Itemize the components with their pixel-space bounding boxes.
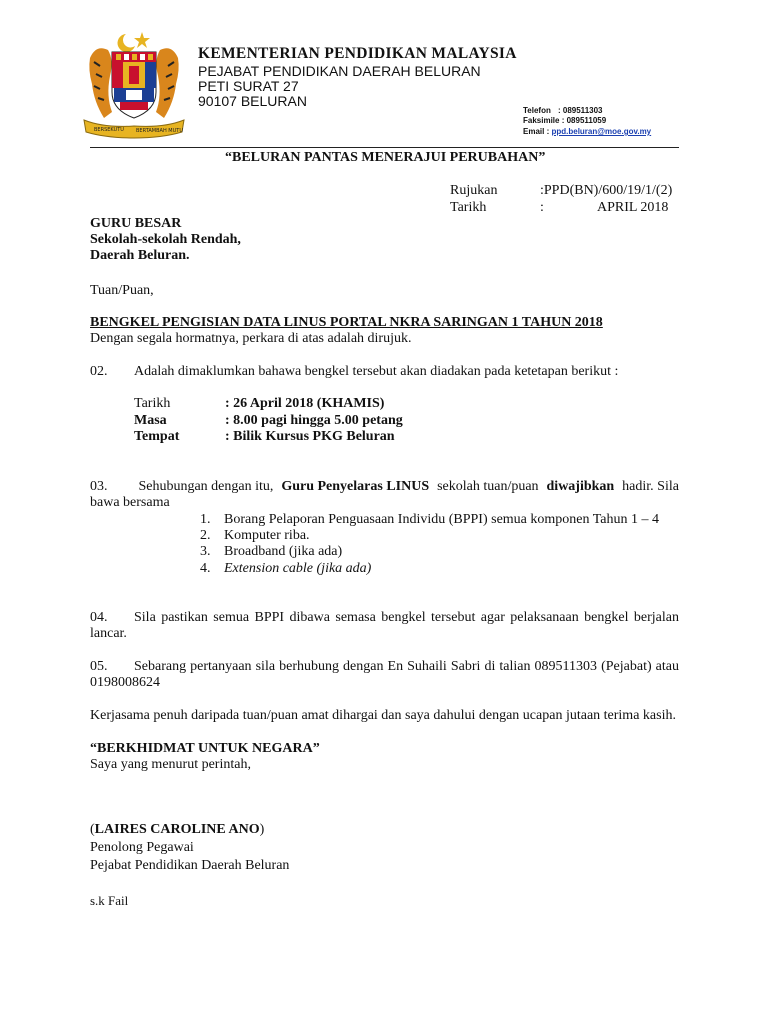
para03-text-c: hadir. Sila [622,479,679,494]
list-item [200,512,659,528]
para03-text-b: sekolah tuan/puan [437,479,539,494]
cc-line: s.k Fail [90,893,129,908]
para04-number: 04. [90,610,108,625]
para04-line2: lancar. [90,626,127,641]
list-item [200,561,371,577]
signatory-office: Pejabat Pendidikan Daerah Beluran [90,858,290,873]
motto: “BELURAN PANTAS MENERAJUI PERUBAHAN” [225,150,546,165]
detail-tarikh-value: : 26 April 2018 (KHAMIS) [225,396,385,411]
list-item-text: Broadband (jika ada) [224,544,343,559]
para05-number: 05. [90,659,108,674]
detail-masa-label: Masa [134,413,167,428]
para03-line2: bawa bersama [90,495,170,510]
letterhead-divider [90,147,679,148]
tarikh-label: Tarikh [450,200,487,215]
tarikh-value: APRIL 2018 [597,200,669,215]
postcode-city: 90107 BELURAN [198,93,307,109]
contact-faksimile [523,116,606,125]
rujukan-label: Rujukan [450,183,498,198]
list-item-text: Borang Pelaporan Penguasaan Individu (BPPI) semua komponen Tahun 1 – 4 [224,512,660,527]
para03-line1 [90,479,679,495]
tarikh-colon: : [540,200,544,215]
recipient-schools: Sekolah-sekolah Rendah, [90,232,241,247]
para04-line1 [90,610,679,626]
list-item-number: 3. [200,544,211,559]
telefon-label: Telefon [523,106,551,115]
telefon-value: : 089511303 [558,106,603,115]
ministry-name: KEMENTERIAN PENDIDIKAN MALAYSIA [198,45,517,62]
recipient-district: Daerah Beluran. [90,248,190,263]
crest-ribbon-left: BERSEKUTU [94,127,124,133]
para02-number: 02. [90,364,108,379]
subject-heading: BENGKEL PENGISIAN DATA LINUS PORTAL NKRA SARINGAN 1 TAHUN 2018 [90,315,603,330]
signatory-title: Penolong Pegawai [90,840,194,855]
closing-line: Kerjasama penuh daripada tuan/puan amat dihargai dan saya dahului dengan ucapan jutaan terima kasih. [90,708,676,723]
slogan: “BERKHIDMAT UNTUK NEGARA” [90,741,320,756]
obedient-line: Saya yang menurut perintah, [90,757,251,772]
email-label: Email : [523,127,550,136]
list-item-number: 1. [200,512,211,527]
email-link[interactable]: ppd.beluran@moe.gov.my [551,127,652,136]
detail-masa-value: : 8.00 pagi hingga 5.00 petang [225,413,403,428]
list-item [200,544,342,560]
detail-tarikh-label: Tarikh [134,396,171,411]
opening-line: Dengan segala hormatnya, perkara di atas adalah dirujuk. [90,331,412,346]
para05-line2: 0198008624 [90,675,160,690]
detail-tempat-label: Tempat [134,429,180,444]
po-box: PETI SURAT 27 [198,78,299,94]
rujukan-value: :PPD(BN)/600/19/1/(2) [540,183,673,198]
recipient-title: GURU BESAR [90,216,182,231]
office-name: PEJABAT PENDIDIKAN DAERAH BELURAN [198,63,481,79]
para03-text-a: Sehubungan dengan itu, [138,479,274,494]
para04-text: Sila pastikan semua BPPI dibawa semasa bengkel tersebut agar pelaksanaan bengkel berjalan [134,610,679,625]
para02-text: Adalah dimaklumkan bahawa bengkel tersebut akan diadakan pada ketetapan berikut : [134,364,619,379]
list-item-number: 4. [200,561,211,576]
signatory-open-paren: ( [90,822,95,837]
para03-number: 03. [90,479,108,494]
para05-text: Sebarang pertanyaan sila berhubung dengan En Suhaili Sabri di talian 089511303 (Pejabat) atau [134,659,679,674]
para05-line1 [90,659,679,675]
list-item-text: Komputer riba. [224,528,310,543]
list-item [200,528,310,544]
signatory-close-paren: ) [259,822,265,837]
faksimile-value: : 089511059 [561,116,607,125]
para03-mandatory: diwajibkan [546,479,615,494]
malaysia-coat-of-arms-logo [80,28,188,140]
para03-coordinator: Guru Penyelaras LINUS [281,479,430,494]
list-item-number: 2. [200,528,211,543]
signatory-name: LAIRES CAROLINE ANO [94,822,260,837]
faksimile-label: Faksimile [523,116,560,125]
contact-email [523,127,651,136]
detail-tempat-value: : Bilik Kursus PKG Beluran [225,429,395,444]
signatory-name-line [90,822,264,838]
crest-ribbon-right: BERTAMBAH MUTU [136,128,183,134]
list-item-text: Extension cable (jika ada) [224,561,372,576]
contact-telefon [523,106,603,115]
salutation: Tuan/Puan, [90,283,154,298]
